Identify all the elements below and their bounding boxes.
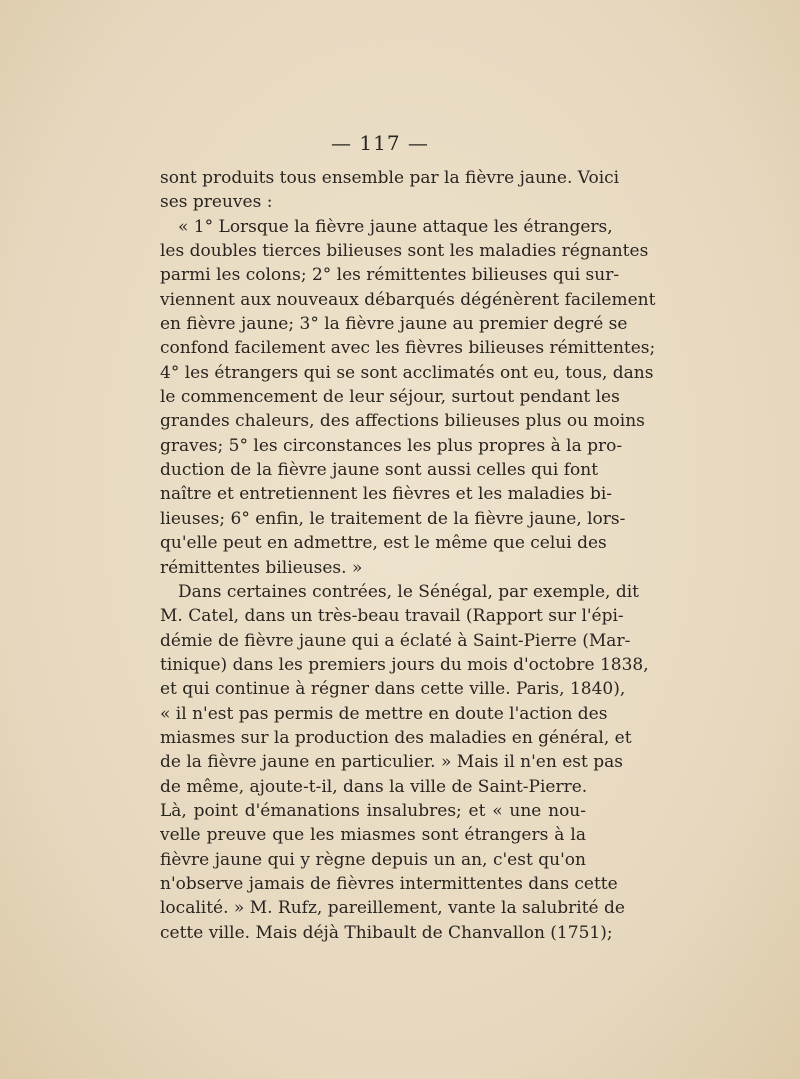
- text-line: ses preuves :: [160, 192, 273, 213]
- text-line: de même, ajoute-t-il, dans la ville de Saint-Pierre.: [160, 776, 588, 797]
- text-line: « 1° Lorsque la fièvre jaune attaque les étrangers,: [178, 216, 613, 237]
- text-line: M. Catel, dans un très-beau travail (Rapport sur l'épi-: [160, 606, 624, 627]
- text-line: et qui continue à régner dans cette ville. Paris, 1840),: [160, 679, 626, 700]
- text-line: sont produits tous ensemble par la fièvre jaune. Voici: [160, 168, 620, 188]
- text-line: velle preuve que les miasmes sont étrangers à la: [160, 825, 586, 846]
- text-line: rémittentes bilieuses. »: [160, 557, 363, 578]
- text-line: lieuses; 6° enfin, le traitement de la fièvre jaune, lors-: [160, 508, 626, 529]
- text-line: Là, point d'émanations insalubres; et « une nou-: [160, 800, 586, 821]
- text-line: 4° les étrangers qui se sont acclimatés ont eu, tous, dans: [160, 362, 654, 383]
- text-line: miasmes sur la production des maladies en général, et: [160, 727, 632, 748]
- body-text: [160, 166, 656, 945]
- text-line: cette ville. Mais déjà Thibault de Chanvallon (1751);: [160, 922, 613, 943]
- text-line: parmi les colons; 2° les rémittentes bilieuses qui sur-: [160, 265, 620, 286]
- text-line: Dans certaines contrées, le Sénégal, par exemple, dit: [178, 581, 640, 602]
- text-line: fièvre jaune qui y règne depuis un an, c'est qu'on: [160, 849, 586, 870]
- text-line: duction de la fièvre jaune sont aussi celles qui font: [160, 460, 599, 481]
- text-line: graves; 5° les circonstances les plus propres à la pro-: [160, 435, 623, 456]
- text-line: grandes chaleurs, des affections bilieuses plus ou moins: [160, 411, 645, 432]
- text-line: qu'elle peut en admettre, est le même que celui des: [160, 533, 607, 554]
- text-line: démie de fièvre jaune qui a éclaté à Saint-Pierre (Mar-: [160, 630, 631, 651]
- text-line: en fièvre jaune; 3° la fièvre jaune au premier degré se: [160, 314, 628, 335]
- text-line: naître et entretiennent les fièvres et les maladies bi-: [160, 484, 613, 505]
- text-line: confond facilement avec les fièvres bilieuses rémittentes;: [160, 338, 656, 359]
- text-line: n'observe jamais de fièvres intermittentes dans cette: [160, 873, 618, 894]
- text-line: le commencement de leur séjour, surtout pendant les: [160, 387, 620, 408]
- text-line: tinique) dans les premiers jours du mois d'octobre 1838,: [160, 654, 649, 675]
- text-line: de la fièvre jaune en particulier. » Mais il n'en est pas: [160, 752, 623, 773]
- page-number: — 117 —: [331, 131, 429, 155]
- text-line: localité. » M. Rufz, pareillement, vante la salubrité de: [160, 898, 625, 919]
- text-line: « il n'est pas permis de mettre en doute l'action des: [160, 703, 608, 724]
- text-line: les doubles tierces bilieuses sont les maladies régnantes: [160, 241, 649, 262]
- text-line: viennent aux nouveaux débarqués dégénèrent facilement: [160, 289, 656, 310]
